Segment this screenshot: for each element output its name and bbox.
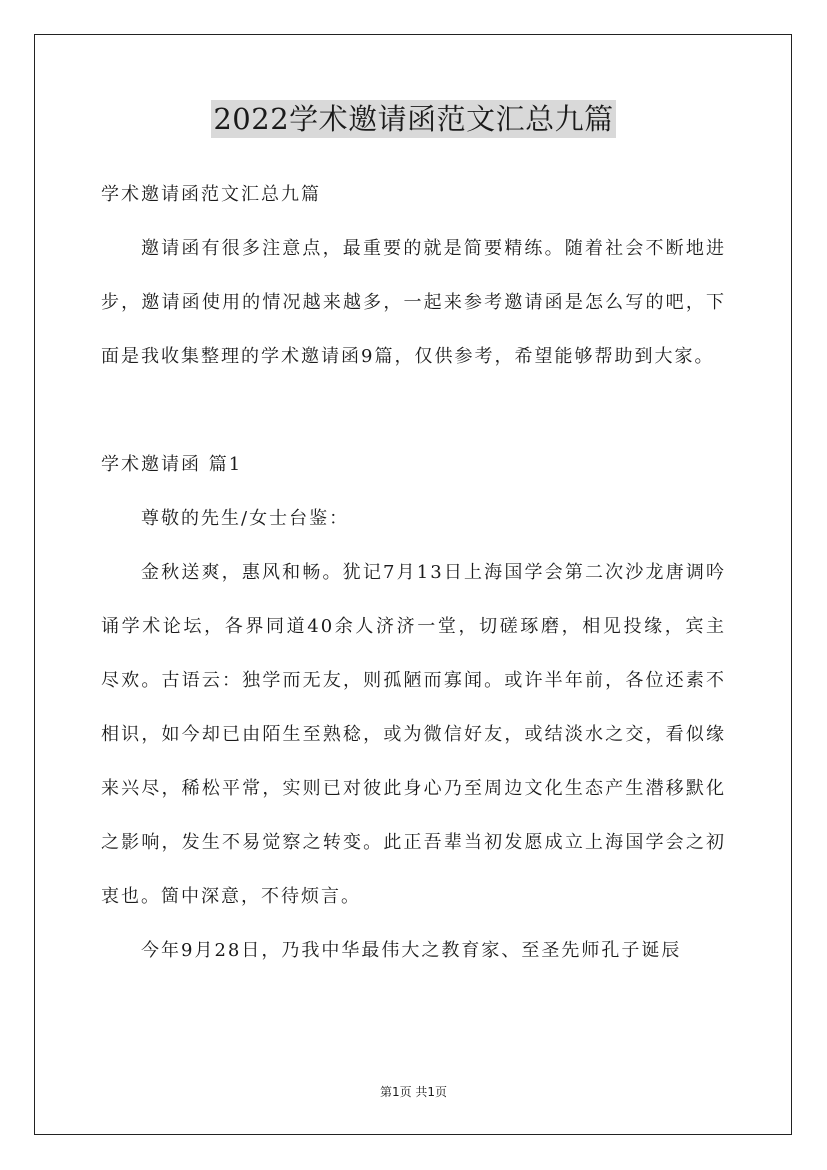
salutation: 尊敬的先生/女士台鉴： [141,508,350,529]
body-paragraph-1: 金秋送爽，惠风和畅。犹记7月13日上海国学会第二次沙龙唐调吟诵学术论坛，各界同道40余人济济一堂，切磋琢磨，相见投缘，宾主尽欢。古语云：独学而无友，则孤陋而寡闻。或许半年前，各位还素不相识，如今却已由陌生至熟稔，或为微信好友，或结淡水之交，看似缘来兴尽，稀松平常，实则已对彼此身心乃至周边文化生态产生潜移默化之影响，发生不易觉察之转变。此正吾辈当初发愿成立上海国学会之初衷也。箇中深意，不待烦言。 [101,562,726,907]
document-subtitle: 学术邀请函范文汇总九篇 [101,184,321,205]
page-footer: 第1页 共1页 [379,1085,448,1099]
section-heading: 学术邀请函 篇1 [101,454,243,475]
body-paragraph-2: 今年9月28日，乃我中华最伟大之教育家、至圣先师孔子诞辰 [141,940,682,961]
section-spacer [101,384,726,438]
document-body [101,168,726,978]
intro-paragraph: 邀请函有很多注意点，最重要的就是简要精练。随着社会不断地进步，邀请函使用的情况越来越多，一起来参考邀请函是怎么写的吧，下面是我收集整理的学术邀请函9篇，仅供参考，希望能够帮助到大家。 [101,238,726,367]
title-container [0,100,827,138]
document-title: 2022学术邀请函范文汇总九篇 [213,102,614,136]
